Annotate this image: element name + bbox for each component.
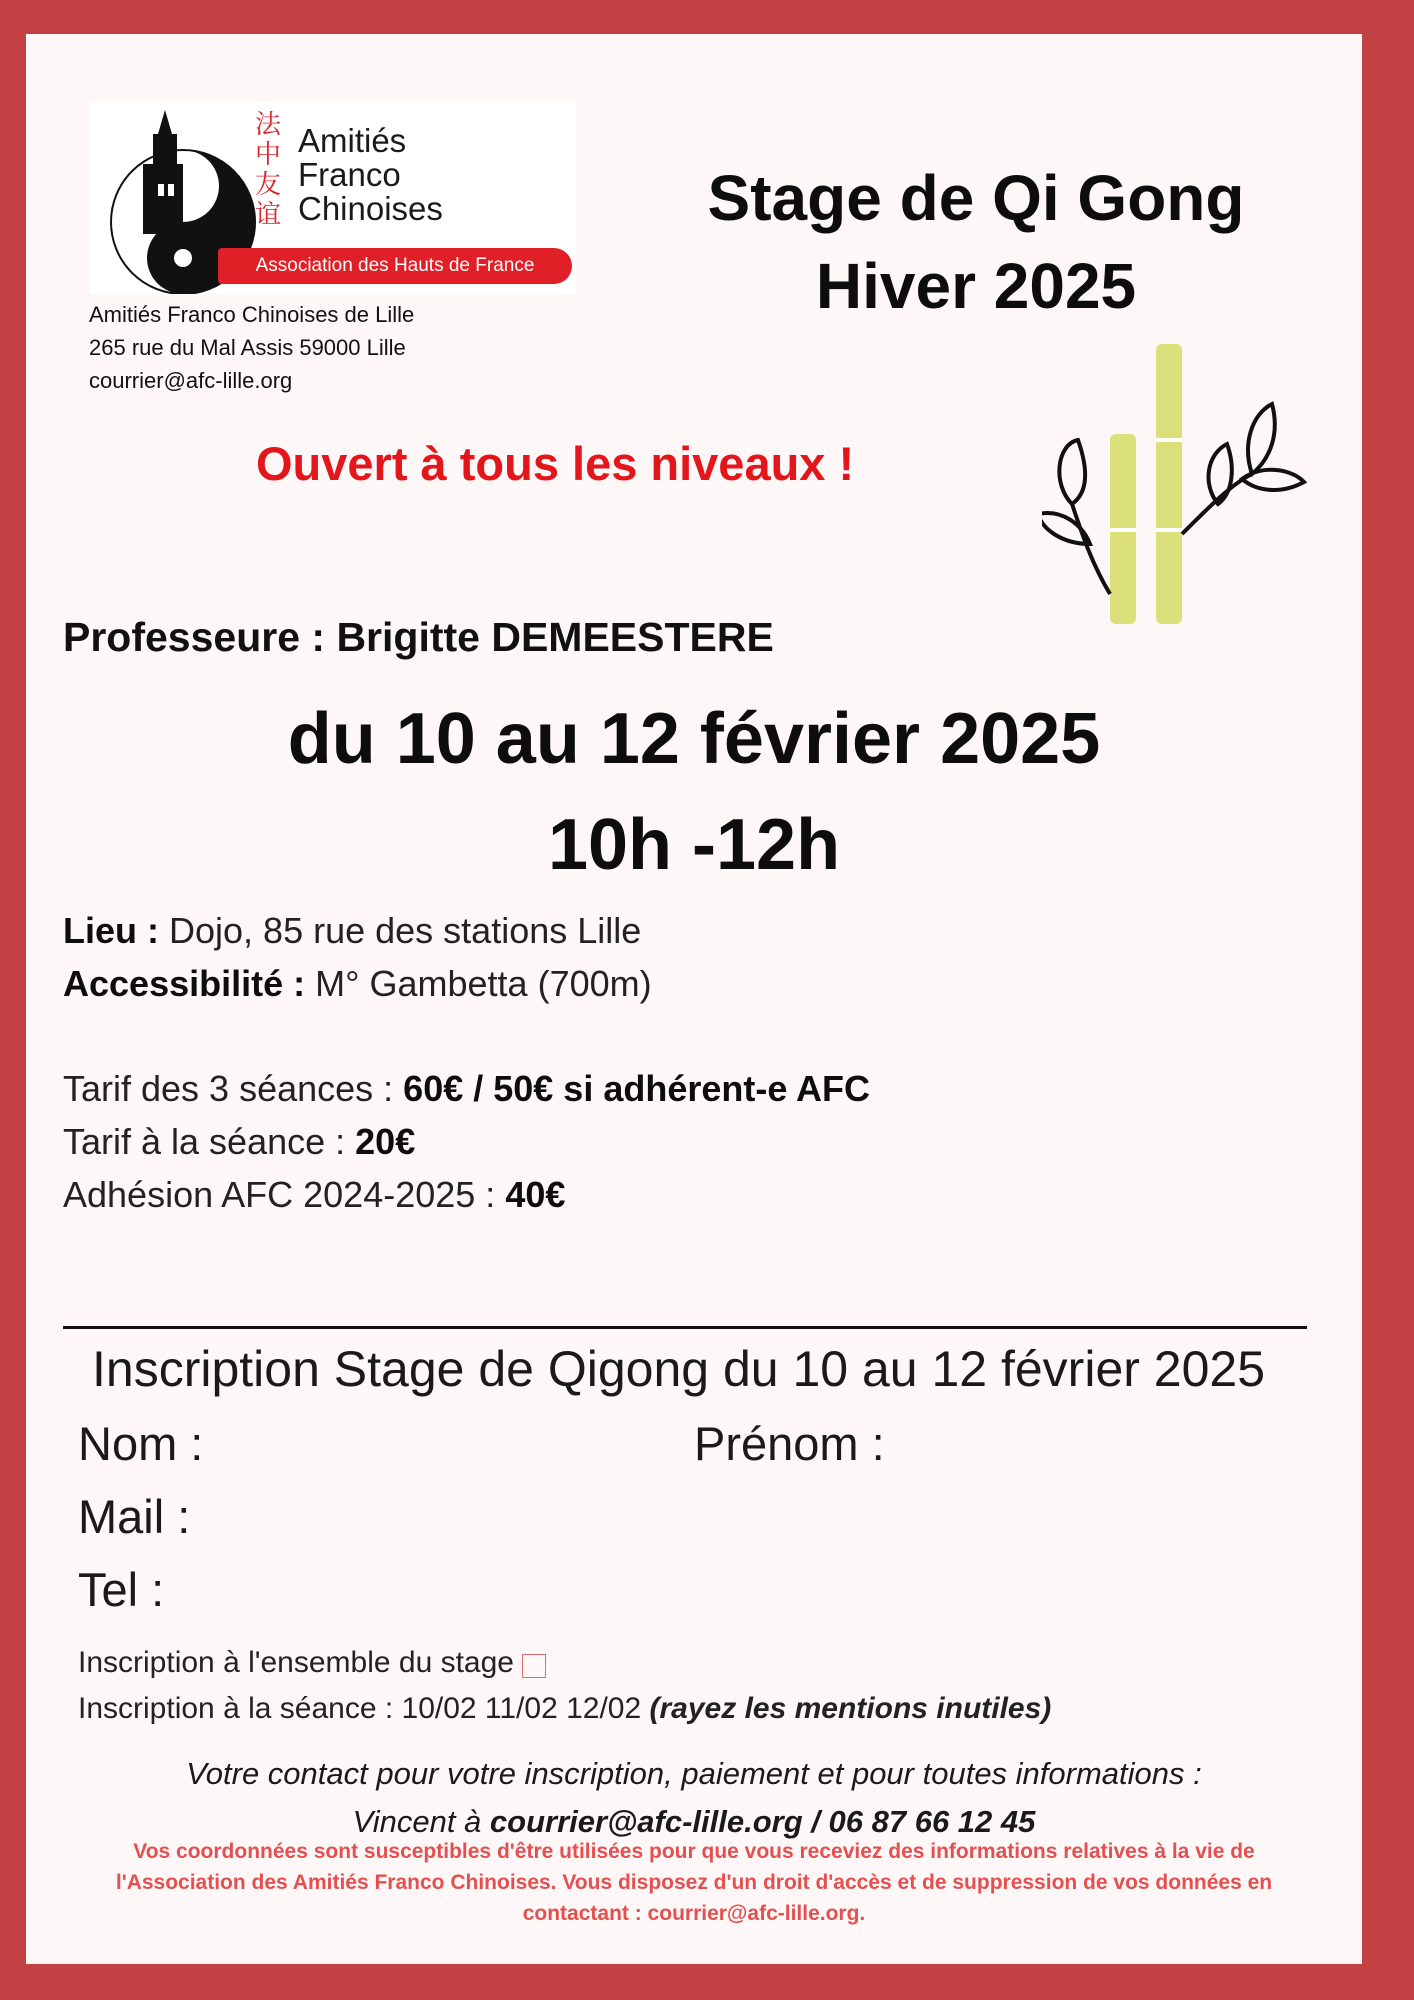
per-session-line (78, 1692, 1051, 1726)
logo-word: Amitiés (298, 122, 407, 159)
cjk-char: 谊 (255, 200, 282, 230)
venue-label: Lieu : (63, 910, 159, 951)
venue-line (63, 910, 641, 952)
price-full-value: 60€ / 50€ si adhérent-e AFC (403, 1068, 871, 1109)
address-email: courrier@afc-lille.org (89, 368, 293, 393)
bamboo-icon (1042, 344, 1342, 664)
logo-banner: Association des Hauts de France (218, 248, 572, 284)
price-full-label: Tarif des 3 séances : (63, 1068, 404, 1109)
tel-field-label[interactable]: Tel : (78, 1563, 165, 1616)
time-range: 10h -12h (547, 805, 841, 885)
access-value: M° Gambetta (700m) (305, 963, 652, 1004)
membership-line (63, 1174, 565, 1216)
registration-title: Inscription Stage de Qigong du 10 au 12 février 2025 (92, 1341, 1266, 1397)
cjk-column (255, 110, 285, 230)
price-session-line (63, 1121, 415, 1163)
price-full-line (63, 1068, 870, 1110)
whole-stage-label: Inscription à l'ensemble du stage (78, 1646, 514, 1679)
cjk-char: 法 (255, 110, 282, 140)
address-line: Amitiés Franco Chinoises de Lille (89, 302, 415, 327)
cjk-char: 中 (255, 140, 282, 170)
per-session-note: (rayez les mentions inutiles) (649, 1692, 1052, 1725)
whole-stage-line (78, 1646, 546, 1680)
logo-word: Franco (298, 156, 401, 193)
afc-logo (90, 102, 576, 294)
access-label: Accessibilité : (63, 963, 306, 1004)
mail-field-label[interactable]: Mail : (78, 1490, 191, 1543)
nom-field-label[interactable]: Nom : (78, 1417, 204, 1470)
privacy-notice: Vos coordonnées sont susceptibles d'être utilisées pour que vous receviez des informations relatives à la vie de l'Association des Amitiés Franco Chinoises. Vous disposez d'un droit d'accès et de suppression de vos données en contactant : courrier@afc-lille.org. (115, 1840, 1273, 1925)
contact-line: Votre contact pour votre inscription, paiement et pour toutes informations : (186, 1756, 1202, 1791)
address-line: 265 rue du Mal Assis 59000 Lille (89, 335, 406, 360)
price-session-value: 20€ (355, 1121, 416, 1162)
teacher-name: Professeure : Brigitte DEMEESTERE (63, 614, 774, 660)
per-session-label: Inscription à la séance : 10/02 11/02 12/02 (78, 1692, 650, 1725)
whole-stage-checkbox[interactable] (522, 1654, 546, 1678)
cjk-char: 友 (255, 170, 282, 200)
membership-label: Adhésion AFC 2024-2025 : (63, 1174, 506, 1215)
divider (63, 1326, 1307, 1329)
logo-wordmark (298, 124, 443, 226)
prenom-field-label[interactable]: Prénom : (694, 1417, 885, 1470)
price-session-label: Tarif à la séance : (63, 1121, 356, 1162)
logo-word: Chinoises (298, 190, 443, 227)
contact-details[interactable]: courrier@afc-lille.org / 06 87 66 12 45 (489, 1804, 1036, 1839)
page-title: Stage de Qi Gong (707, 162, 1245, 234)
membership-value: 40€ (505, 1174, 566, 1215)
access-line (63, 963, 652, 1005)
tagline: Ouvert à tous les niveaux ! (256, 437, 855, 490)
flyer-page (26, 34, 1362, 1964)
venue-value: Dojo, 85 rue des stations Lille (159, 910, 642, 951)
date-range: du 10 au 12 février 2025 (287, 699, 1101, 779)
page-subtitle: Hiver 2025 (815, 250, 1137, 322)
contact-person-line (26, 1804, 1362, 1840)
contact-prefix: Vincent à (352, 1804, 490, 1839)
